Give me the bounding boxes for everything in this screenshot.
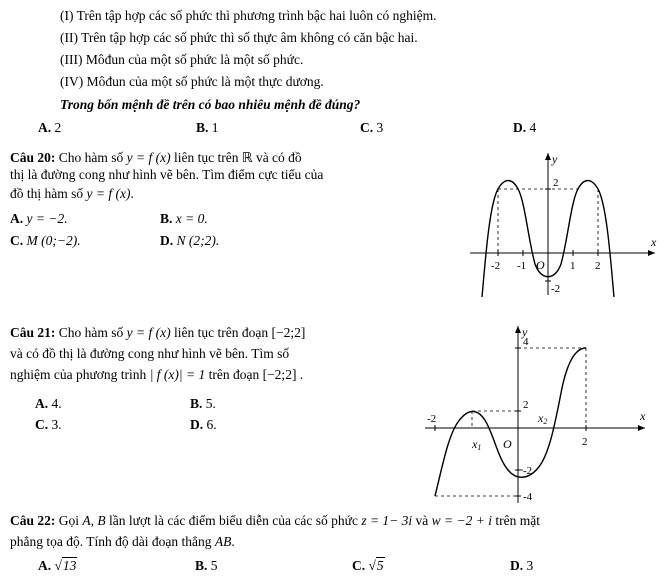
answer-option-b[interactable] [196, 120, 219, 136]
statement-3: (III) Môđun của một số phức là một số phức. [60, 52, 304, 67]
q22-option-b[interactable] [195, 558, 218, 574]
q22-option-a[interactable] [38, 558, 77, 574]
q22-option-a-label: A. [38, 558, 52, 573]
question-20-label: Câu 20: [10, 150, 56, 165]
q21-line3a: nghiệm của phương trình [10, 367, 147, 382]
q20-line3a: đồ thị hàm số [10, 186, 84, 201]
q22-option-d-label: D. [510, 558, 524, 573]
question-22-label: Câu 22: [10, 513, 56, 528]
q20-option-a-text: y = −2. [26, 211, 68, 226]
answer-option-d-label: D. [513, 120, 527, 135]
answer-option-a[interactable] [38, 120, 61, 136]
q22-line2a: phẳng tọa độ. Tính độ dài đoạn thẳng [10, 534, 212, 549]
answer-option-c[interactable] [360, 120, 383, 136]
q21-line1b: y = f (x) [126, 325, 171, 340]
q20-option-b[interactable] [160, 211, 208, 227]
q22-option-c-radicand: 5 [376, 558, 384, 573]
answer-option-c-label: C. [360, 120, 374, 135]
q22-option-a-radicand: 13 [62, 558, 77, 573]
q21-option-c-label: C. [35, 417, 49, 432]
svg-text:x2: x2 [538, 411, 548, 426]
svg-text:2: 2 [582, 436, 588, 448]
q21-option-d-text: 6. [206, 417, 217, 432]
q22-line1f: w = −2 + i [431, 513, 493, 528]
q20-line3b: y = f (x) [86, 186, 131, 201]
q22-line1a: Gọi [58, 513, 80, 528]
statement-2: (II) Trên tập hợp các số phức thì số thực âm không có căn bậc hai. [60, 30, 418, 45]
svg-text:2: 2 [523, 399, 529, 411]
q22-line1b: A, B [82, 513, 106, 528]
q20-option-b-text: x = 0. [175, 211, 208, 226]
q21-line3 [10, 367, 303, 383]
answer-option-a-label: A. [38, 120, 52, 135]
svg-text:-1: -1 [517, 260, 527, 272]
svg-text:y: y [552, 152, 558, 166]
question-20-text [10, 148, 450, 167]
svg-text:O: O [503, 437, 512, 451]
svg-text:-2: -2 [551, 283, 561, 295]
question-21-line1 [10, 325, 305, 341]
q22-line1d: z = 1− 3i [361, 513, 413, 528]
q20-option-d-label: D. [160, 233, 174, 248]
q21-option-a[interactable] [35, 396, 62, 412]
q20-line1a: Cho hàm số [58, 150, 124, 165]
svg-text:-4: -4 [523, 491, 533, 503]
svg-text:x: x [651, 235, 657, 249]
q21-line3b: | f (x)| = 1 [149, 367, 206, 382]
svg-text:4: 4 [523, 336, 529, 348]
q21-option-b-text: 5. [205, 396, 216, 411]
q22-option-a-text: √13 [54, 558, 77, 573]
q21-line1a: Cho hàm số [58, 325, 124, 340]
answer-option-d-text: 4 [529, 120, 537, 135]
svg-text:-2: -2 [427, 413, 437, 425]
q20-line1d: ℝ [241, 150, 253, 165]
svg-text:x: x [640, 409, 646, 423]
svg-text:x1: x1 [472, 437, 482, 452]
question-21-label: Câu 21: [10, 325, 56, 340]
q21-option-b[interactable] [190, 396, 216, 412]
q20-option-a-label: A. [10, 211, 24, 226]
q20-line3c: . [130, 186, 134, 201]
question-21-figure [410, 318, 660, 513]
q22-line1g: trên mặt [495, 513, 540, 528]
svg-text:1: 1 [570, 260, 576, 272]
answer-option-c-text: 3 [376, 120, 384, 135]
q20-line1b: y = f (x) [126, 150, 171, 165]
q20-option-a[interactable] [10, 211, 68, 227]
q22-line1c: lần lượt là các điểm biểu diễn của các số phức [109, 513, 358, 528]
q21-option-a-text: 4. [51, 396, 62, 411]
answer-option-d[interactable] [513, 120, 536, 136]
q20-option-d[interactable] [160, 233, 219, 249]
q21-option-d[interactable] [190, 417, 217, 433]
svg-text:2: 2 [553, 177, 559, 189]
q22-line2c: . [231, 534, 235, 549]
answer-option-a-text: 2 [54, 120, 62, 135]
question-20-figure [455, 145, 670, 305]
q21-line2: và có đồ thị là đường cong như hình vẽ bên. Tìm số [10, 346, 290, 361]
q20-line3 [10, 186, 134, 202]
q22-line2 [10, 534, 235, 550]
q21-line1c: liên tục trên đoạn [174, 325, 269, 340]
q21-option-c[interactable] [35, 417, 62, 433]
q21-line3d: [−2;2] . [262, 367, 304, 382]
svg-text:-2: -2 [491, 260, 501, 272]
question-22-line1 [10, 513, 540, 529]
q22-option-c-text: √5 [368, 558, 384, 573]
q20-line2: thị là đường cong như hình vẽ bên. Tìm điểm cực tiểu của [10, 167, 324, 182]
q21-option-b-label: B. [190, 396, 203, 411]
answer-option-b-text: 1 [211, 120, 219, 135]
q21-line1d: [−2;2] [271, 325, 306, 340]
q22-line1e: và [415, 513, 429, 528]
q20-line1e: và có đồ [255, 150, 302, 165]
q22-option-c[interactable] [352, 558, 385, 574]
statement-4: (IV) Môđun của một số phức là một thực dương. [60, 74, 324, 89]
prompt-line: Trong bốn mệnh đề trên có bao nhiêu mệnh đề đúng? [60, 97, 361, 112]
q22-option-d-text: 3 [526, 558, 534, 573]
q21-option-a-label: A. [35, 396, 49, 411]
q21-line3c: trên đoạn [208, 367, 260, 382]
q20-option-b-label: B. [160, 211, 173, 226]
q20-option-c-text: M (0;−2). [26, 233, 81, 248]
q22-line2b: AB [214, 534, 232, 549]
svg-text:O: O [536, 258, 545, 272]
q21-option-d-label: D. [190, 417, 204, 432]
q20-option-d-text: N (2;2). [176, 233, 220, 248]
q21-option-c-text: 3. [51, 417, 62, 432]
q22-option-c-label: C. [352, 558, 366, 573]
q22-option-d[interactable] [510, 558, 533, 574]
q20-option-c[interactable] [10, 233, 81, 249]
q22-option-b-text: 5 [210, 558, 218, 573]
svg-text:-2: -2 [523, 465, 533, 477]
statement-1: (I) Trên tập hợp các số phức thì phương trình bậc hai luôn có nghiệm. [60, 8, 437, 23]
svg-text:y: y [522, 325, 528, 339]
q20-option-c-label: C. [10, 233, 24, 248]
svg-text:2: 2 [595, 260, 601, 272]
q20-line1c: liên tục trên [174, 150, 239, 165]
q22-option-b-label: B. [195, 558, 208, 573]
answer-option-b-label: B. [196, 120, 209, 135]
